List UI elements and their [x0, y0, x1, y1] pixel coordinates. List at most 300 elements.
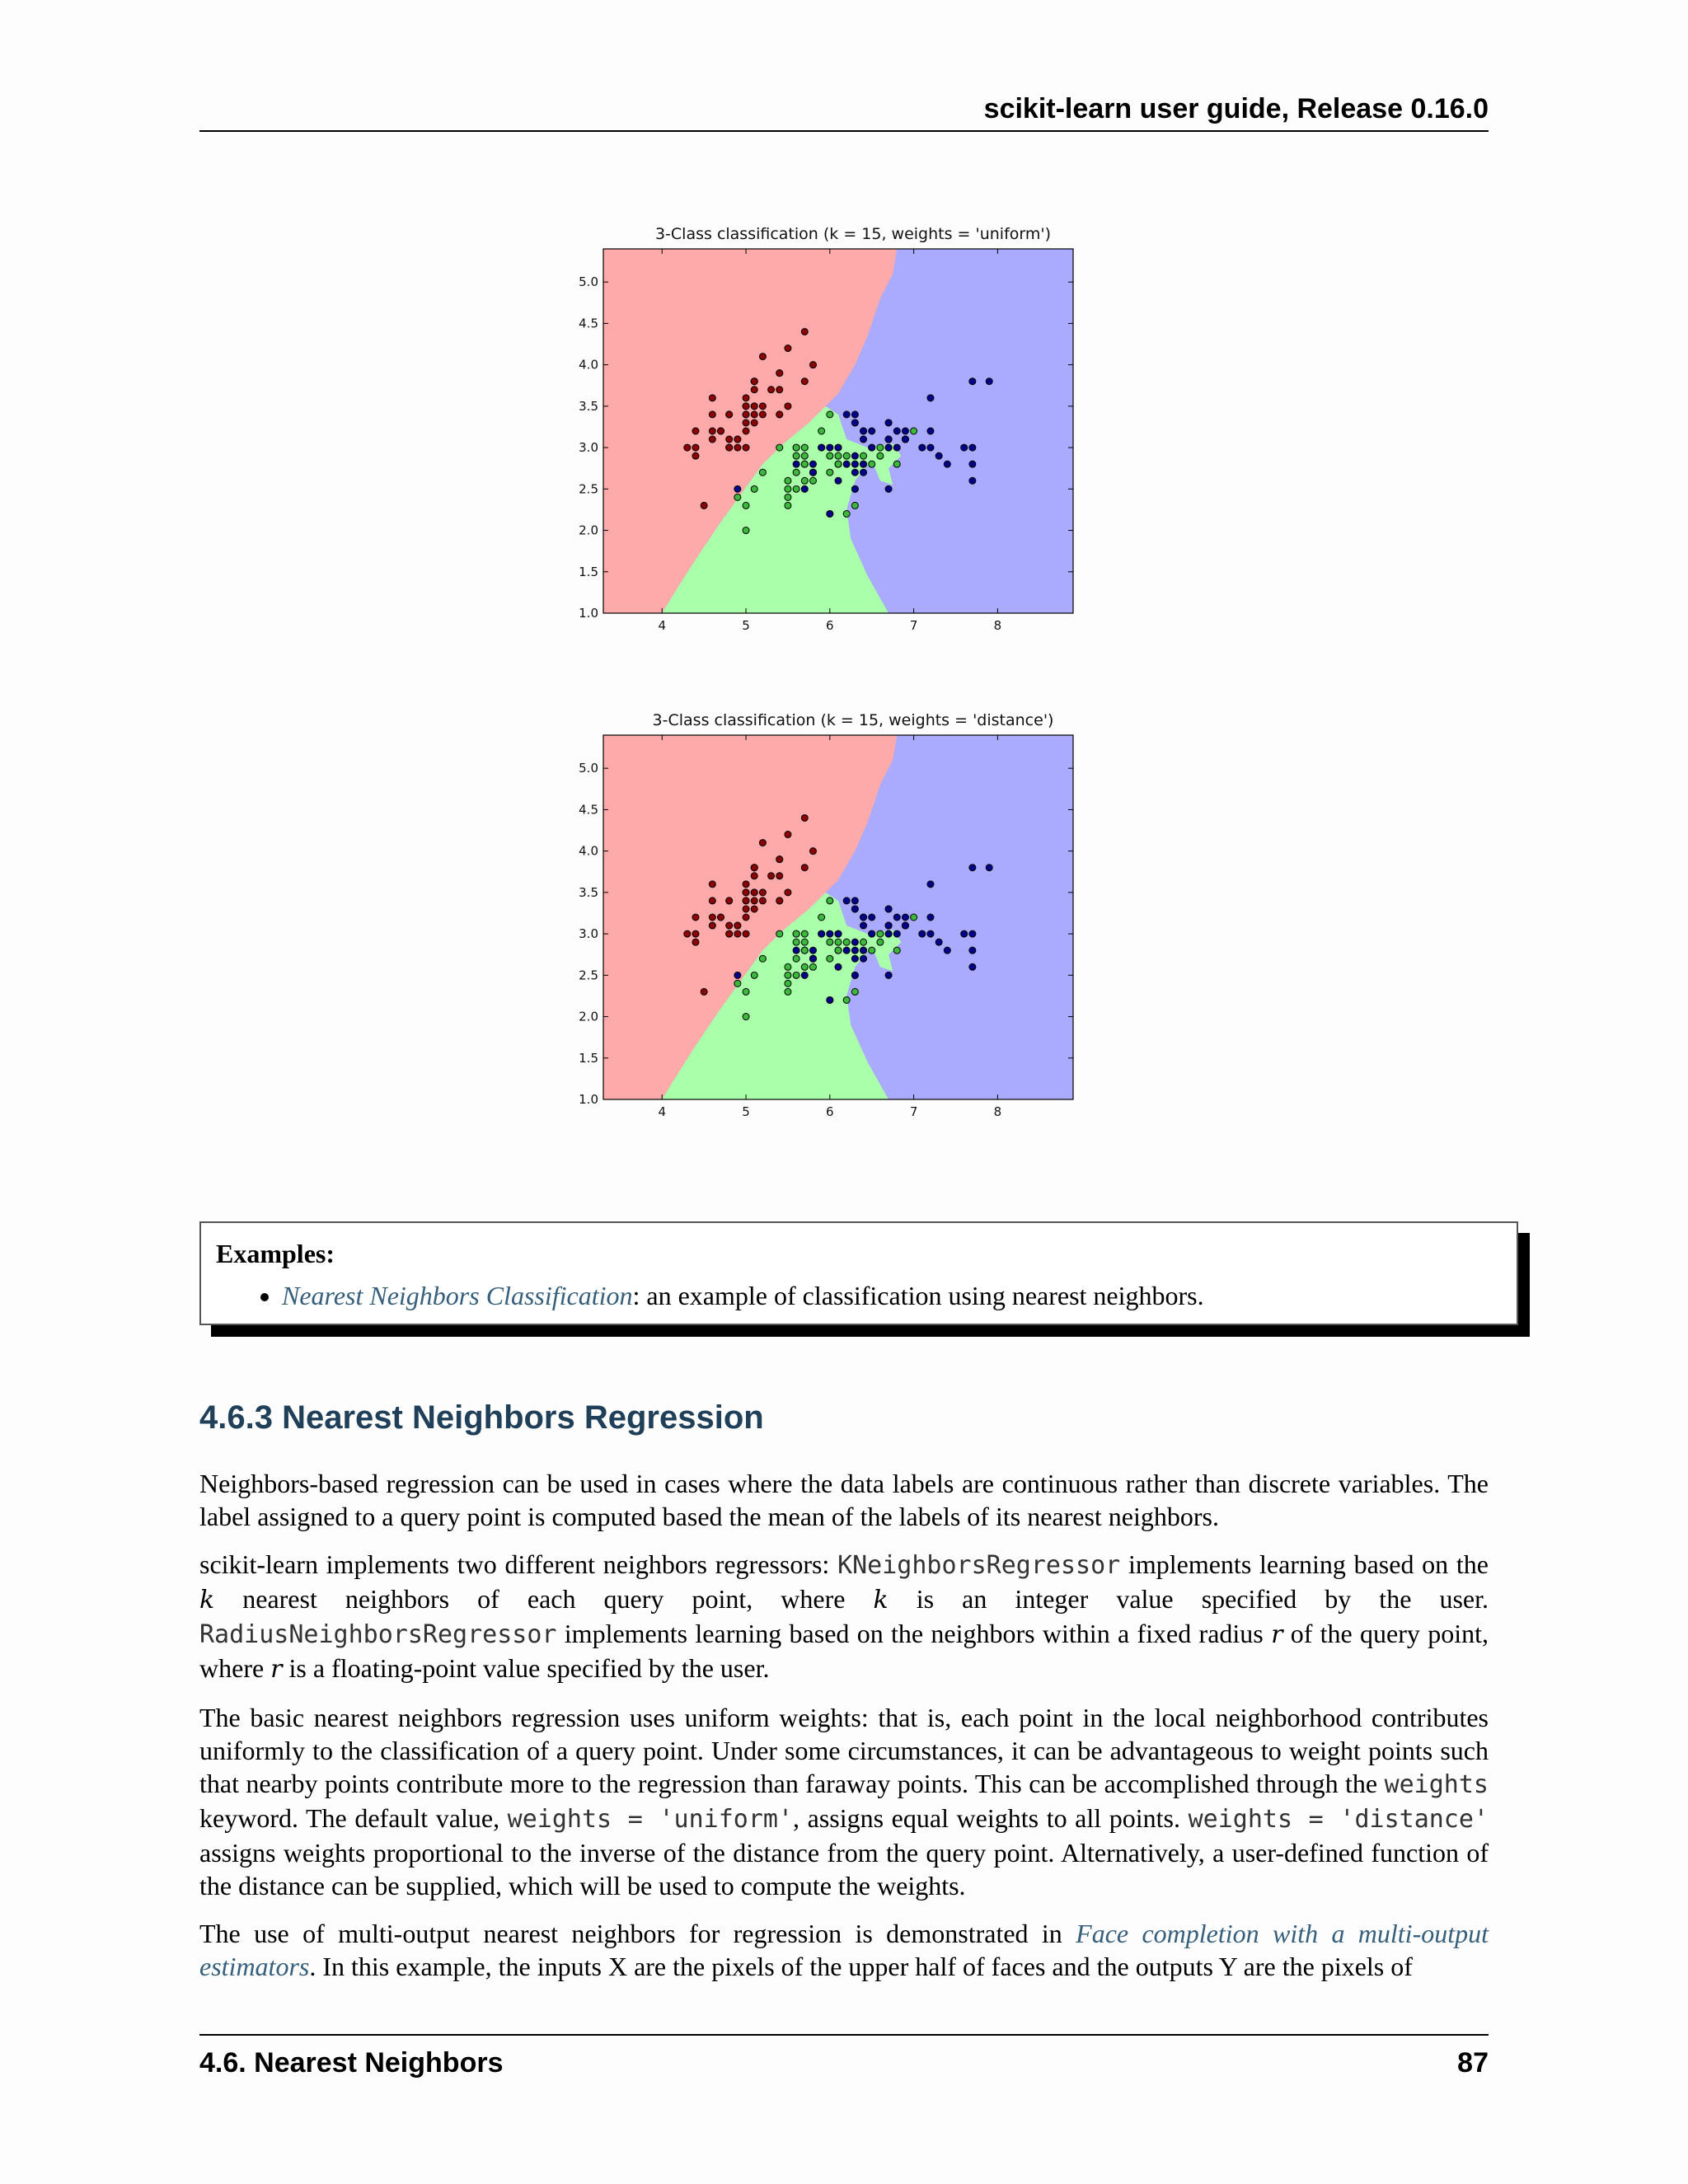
point-versicolor [843, 452, 850, 459]
point-virginica [986, 865, 992, 871]
point-virginica [893, 444, 900, 451]
point-virginica [851, 898, 858, 904]
point-versicolor [734, 980, 741, 987]
point-virginica [851, 906, 858, 912]
y-tick-label: 2.5 [579, 968, 598, 983]
x-tick-label: 6 [826, 618, 834, 633]
point-versicolor [759, 955, 766, 962]
point-virginica [860, 436, 867, 443]
examples-list [216, 1277, 1502, 1314]
point-versicolor [860, 939, 867, 945]
point-setosa [743, 411, 749, 418]
point-virginica [927, 930, 934, 937]
point-virginica [869, 914, 875, 921]
examples-box [199, 1221, 1518, 1325]
math-r: r [270, 1655, 283, 1684]
point-setosa [684, 444, 691, 451]
point-virginica [851, 485, 858, 492]
code-radius-neighbors-regressor: RadiusNeighborsRegressor [199, 1620, 557, 1649]
point-virginica [961, 930, 968, 937]
point-virginica [851, 469, 858, 476]
point-setosa [776, 873, 783, 879]
point-virginica [969, 963, 976, 970]
point-versicolor [793, 452, 799, 459]
point-virginica [869, 428, 875, 434]
point-virginica [885, 906, 892, 912]
y-tick-label: 2.0 [579, 1009, 598, 1024]
point-setosa [718, 428, 724, 434]
point-setosa [692, 914, 699, 921]
point-setosa [734, 436, 741, 443]
point-versicolor [843, 939, 850, 945]
point-virginica [843, 947, 850, 954]
point-virginica [944, 461, 950, 467]
point-virginica [885, 922, 892, 929]
point-versicolor [869, 461, 875, 467]
y-tick-label: 1.5 [579, 1050, 598, 1066]
point-setosa [768, 387, 775, 393]
point-versicolor [785, 485, 791, 492]
point-virginica [869, 930, 875, 937]
paragraph: Neighbors-based regression can be used in cases where the data labels are continuous rather than discrete variables. The label assigned to a query point is computed based the mean of the labels of its nearest neighbors. [199, 1469, 1489, 1531]
face-completion-link[interactable]: Face completion with a multi-output estimators [199, 1919, 1489, 1981]
point-versicolor [860, 452, 867, 459]
y-tick-label: 3.0 [579, 440, 598, 456]
point-versicolor [893, 947, 900, 954]
point-versicolor [785, 963, 791, 970]
point-setosa [709, 922, 715, 929]
point-virginica [885, 444, 892, 451]
running-footer [199, 2042, 1489, 2083]
code-weights-distance: weights = 'distance' [1188, 1805, 1489, 1834]
point-virginica [885, 972, 892, 978]
example-link[interactable]: Nearest Neighbors Classification [282, 1281, 633, 1310]
point-virginica [927, 444, 934, 451]
y-tick-label: 3.5 [579, 884, 598, 900]
point-versicolor [743, 527, 749, 534]
point-versicolor [877, 930, 884, 937]
point-setosa [743, 906, 749, 912]
point-versicolor [785, 972, 791, 978]
point-setosa [743, 881, 749, 888]
point-versicolor [751, 972, 757, 978]
point-versicolor [827, 955, 833, 962]
point-versicolor [793, 972, 799, 978]
point-virginica [734, 972, 741, 978]
text: implements learning based on the neighbors within a fixed radius [556, 1619, 1272, 1648]
point-setosa [692, 452, 699, 459]
text: nearest neighbors of each query point, where [214, 1584, 874, 1614]
point-virginica [851, 461, 858, 467]
point-virginica [793, 461, 799, 467]
chart-uniform [569, 223, 1113, 659]
text: is a floating-point value specified by the user. [282, 1653, 770, 1683]
math-k: k [199, 1586, 215, 1615]
x-tick-label: 5 [742, 618, 750, 633]
point-setosa [751, 873, 757, 879]
point-setosa [759, 411, 766, 418]
y-tick-label: 4.5 [579, 802, 598, 818]
chart-title: 3-Class classification (k = 15, weights = 'distance') [652, 711, 1054, 729]
paragraph [199, 1917, 1489, 1983]
point-virginica [860, 914, 867, 921]
point-virginica [902, 436, 908, 443]
point-virginica [927, 881, 934, 888]
text: . In this example, the inputs X are the pixels of the upper half of faces and the outputs Y are the pixels of [309, 1952, 1413, 1981]
point-virginica [860, 461, 867, 467]
point-setosa [809, 362, 816, 368]
point-versicolor [801, 963, 808, 970]
point-virginica [969, 947, 976, 954]
point-virginica [902, 922, 908, 929]
point-setosa [801, 378, 808, 385]
point-versicolor [801, 477, 808, 484]
point-virginica [944, 947, 950, 954]
point-setosa [726, 930, 733, 937]
point-setosa [726, 436, 733, 443]
point-versicolor [851, 502, 858, 509]
point-setosa [785, 345, 791, 352]
point-versicolor [809, 963, 816, 970]
point-virginica [801, 972, 808, 978]
code-weights: weights [1384, 1770, 1489, 1799]
point-versicolor [785, 980, 791, 987]
point-virginica [835, 477, 842, 484]
point-versicolor [801, 452, 808, 459]
point-versicolor [835, 452, 842, 459]
point-virginica [935, 939, 942, 945]
point-setosa [743, 428, 749, 434]
header-rule [199, 130, 1489, 132]
point-setosa [759, 889, 766, 896]
point-versicolor [869, 947, 875, 954]
point-setosa [751, 865, 757, 871]
point-virginica [827, 930, 833, 937]
point-virginica [818, 444, 825, 451]
y-tick-label: 3.0 [579, 926, 598, 942]
point-virginica [860, 428, 867, 434]
point-virginica [851, 452, 858, 459]
point-versicolor [893, 461, 900, 467]
y-tick-label: 5.0 [579, 274, 598, 290]
y-tick-label: 4.0 [579, 357, 598, 373]
code-weights-uniform: weights = 'uniform' [507, 1805, 794, 1834]
point-setosa [709, 428, 715, 434]
y-tick-label: 1.0 [579, 606, 598, 621]
point-setosa [726, 898, 733, 904]
section-body [199, 1467, 1489, 1998]
text: assigns weights proportional to the inverse of the distance from the query point. Alternatively, a user-defined function of the distance can be supplied, which will be used to compute the weights. [199, 1838, 1489, 1900]
point-setosa [785, 889, 791, 896]
point-virginica [809, 947, 816, 954]
point-setosa [743, 930, 749, 937]
point-virginica [969, 865, 976, 871]
footer-rule [199, 2034, 1489, 2036]
point-setosa [751, 906, 757, 912]
point-versicolor [801, 930, 808, 937]
list-item [282, 1277, 1502, 1314]
point-setosa [743, 444, 749, 451]
point-setosa [751, 411, 757, 418]
point-setosa [776, 387, 783, 393]
point-versicolor [877, 452, 884, 459]
point-setosa [709, 914, 715, 921]
point-virginica [734, 485, 741, 492]
point-setosa [709, 411, 715, 418]
point-versicolor [785, 494, 791, 500]
point-setosa [743, 898, 749, 904]
point-setosa [751, 898, 757, 904]
point-virginica [827, 510, 833, 517]
point-setosa [692, 930, 699, 937]
point-versicolor [785, 477, 791, 484]
point-setosa [692, 444, 699, 451]
point-virginica [902, 428, 908, 434]
point-virginica [969, 461, 976, 467]
point-virginica [809, 955, 816, 962]
point-virginica [835, 930, 842, 937]
text: implements learning based on the [1120, 1549, 1489, 1579]
point-setosa [809, 848, 816, 855]
point-virginica [986, 378, 992, 385]
point-setosa [776, 898, 783, 904]
point-versicolor [759, 469, 766, 476]
point-setosa [776, 411, 783, 418]
point-versicolor [776, 444, 783, 451]
point-virginica [935, 452, 942, 459]
point-virginica [851, 939, 858, 945]
figure-distance [569, 709, 1113, 1146]
text: The basic nearest neighbors regression uses uniform weights: that is, each point in the local neighborhood contributes uniformly to the classification of a query point. Under some circumstances, it can be advantageous to weight points such that nearby points contribute more to the regression than faraway points. This can be accomplished through the [199, 1703, 1489, 1798]
point-versicolor [801, 461, 808, 467]
point-setosa [734, 922, 741, 929]
point-setosa [701, 988, 707, 995]
point-setosa [709, 395, 715, 401]
point-versicolor [827, 411, 833, 418]
paragraph [199, 1701, 1489, 1902]
y-tick-label: 1.5 [579, 564, 598, 579]
point-setosa [743, 395, 749, 401]
point-setosa [801, 328, 808, 335]
x-tick-label: 5 [742, 1104, 750, 1119]
point-setosa [718, 914, 724, 921]
point-versicolor [818, 428, 825, 434]
point-virginica [969, 444, 976, 451]
point-setosa [692, 428, 699, 434]
point-virginica [851, 955, 858, 962]
y-tick-label: 3.5 [579, 398, 598, 414]
footer-section: 4.6. Nearest Neighbors [199, 2047, 504, 2079]
point-virginica [843, 898, 850, 904]
chart-distance [569, 709, 1113, 1146]
y-tick-label: 1.0 [579, 1092, 598, 1107]
x-tick-label: 4 [658, 618, 667, 633]
point-versicolor [835, 947, 842, 954]
point-setosa [768, 873, 775, 879]
point-virginica [843, 411, 850, 418]
point-versicolor [793, 444, 799, 451]
point-virginica [809, 469, 816, 476]
point-versicolor [801, 947, 808, 954]
text: scikit-learn implements two different neighbors regressors: [199, 1549, 838, 1579]
point-virginica [827, 996, 833, 1003]
point-versicolor [793, 930, 799, 937]
point-setosa [743, 914, 749, 921]
point-setosa [751, 419, 757, 426]
examples-title: Examples: [216, 1239, 335, 1268]
section-heading: 4.6.3 Nearest Neighbors Regression [199, 1399, 764, 1436]
point-versicolor [827, 452, 833, 459]
y-tick-label: 2.5 [579, 481, 598, 497]
page-number: 87 [1457, 2047, 1489, 2079]
text: The use of multi-output nearest neighbors for regression is demonstrated in [199, 1919, 1076, 1948]
point-virginica [893, 428, 900, 434]
point-virginica [818, 930, 825, 937]
text: keyword. The default value, [199, 1803, 508, 1833]
chart-title: 3-Class classification (k = 15, weights = 'uniform') [654, 225, 1052, 243]
point-setosa [759, 403, 766, 410]
point-versicolor [743, 502, 749, 509]
y-tick-label: 2.0 [579, 523, 598, 538]
point-setosa [751, 387, 757, 393]
point-virginica [860, 469, 867, 476]
point-setosa [776, 370, 783, 377]
point-setosa [759, 840, 766, 846]
point-virginica [801, 485, 808, 492]
point-setosa [751, 889, 757, 896]
example-description: : an example of classification using nearest neighbors. [632, 1281, 1204, 1310]
point-setosa [759, 898, 766, 904]
point-virginica [969, 930, 976, 937]
point-virginica [851, 947, 858, 954]
point-virginica [885, 485, 892, 492]
point-setosa [801, 865, 808, 871]
code-kneighbors-regressor: KNeighborsRegressor [837, 1551, 1121, 1580]
point-virginica [927, 428, 934, 434]
point-virginica [809, 461, 816, 467]
point-virginica [869, 444, 875, 451]
point-setosa [709, 898, 715, 904]
figure-uniform [569, 223, 1113, 659]
point-setosa [801, 814, 808, 821]
point-setosa [726, 444, 733, 451]
point-virginica [927, 914, 934, 921]
point-virginica [885, 930, 892, 937]
text: is an integer value specified by the user. [888, 1584, 1489, 1614]
plot-area [579, 249, 1073, 633]
y-tick-label: 4.0 [579, 843, 598, 859]
point-setosa [743, 403, 749, 410]
point-setosa [751, 403, 757, 410]
x-tick-label: 4 [658, 1104, 667, 1119]
point-versicolor [818, 914, 825, 921]
point-setosa [726, 411, 733, 418]
point-virginica [885, 436, 892, 443]
point-versicolor [911, 428, 917, 434]
point-setosa [709, 436, 715, 443]
point-virginica [893, 930, 900, 937]
point-virginica [893, 914, 900, 921]
text: , assigns equal weights to all points. [793, 1803, 1189, 1833]
point-versicolor [793, 955, 799, 962]
plot-area [579, 735, 1073, 1119]
point-versicolor [751, 485, 757, 492]
point-setosa [734, 444, 741, 451]
point-virginica [851, 972, 858, 978]
point-versicolor [801, 939, 808, 945]
point-setosa [692, 939, 699, 945]
point-setosa [785, 403, 791, 410]
point-virginica [927, 395, 934, 401]
math-r: r [1271, 1620, 1283, 1649]
point-setosa [759, 354, 766, 360]
point-virginica [835, 963, 842, 970]
point-versicolor [911, 914, 917, 921]
math-k: k [873, 1586, 889, 1615]
point-versicolor [835, 461, 842, 467]
point-setosa [701, 502, 707, 509]
point-virginica [919, 930, 926, 937]
point-versicolor [827, 898, 833, 904]
point-virginica [835, 444, 842, 451]
point-virginica [851, 411, 858, 418]
point-virginica [860, 947, 867, 954]
paragraph [199, 1548, 1489, 1686]
point-virginica [961, 444, 968, 451]
point-versicolor [785, 502, 791, 509]
point-versicolor [743, 988, 749, 995]
point-versicolor [734, 494, 741, 500]
point-setosa [734, 930, 741, 937]
point-versicolor [877, 939, 884, 945]
point-setosa [785, 832, 791, 838]
point-versicolor [801, 444, 808, 451]
point-virginica [902, 914, 908, 921]
point-versicolor [793, 485, 799, 492]
x-tick-label: 8 [993, 1104, 1002, 1119]
point-virginica [969, 477, 976, 484]
point-versicolor [827, 469, 833, 476]
point-versicolor [743, 1014, 749, 1020]
point-versicolor [827, 939, 833, 945]
point-virginica [969, 378, 976, 385]
point-setosa [726, 922, 733, 929]
point-versicolor [843, 510, 850, 517]
point-setosa [751, 378, 757, 385]
x-tick-label: 7 [909, 618, 918, 633]
point-virginica [793, 947, 799, 954]
x-tick-label: 7 [909, 1104, 918, 1119]
point-versicolor [809, 477, 816, 484]
point-setosa [684, 930, 691, 937]
point-setosa [743, 889, 749, 896]
x-tick-label: 8 [993, 618, 1002, 633]
point-versicolor [835, 939, 842, 945]
point-virginica [919, 444, 926, 451]
x-tick-label: 6 [826, 1104, 834, 1119]
point-virginica [827, 444, 833, 451]
point-setosa [743, 419, 749, 426]
y-tick-label: 5.0 [579, 761, 598, 776]
point-virginica [851, 419, 858, 426]
text: of the query point, where [199, 1619, 1489, 1683]
point-versicolor [843, 996, 850, 1003]
point-versicolor [793, 469, 799, 476]
point-versicolor [793, 939, 799, 945]
point-setosa [709, 881, 715, 888]
point-virginica [885, 419, 892, 426]
y-tick-label: 4.5 [579, 316, 598, 331]
